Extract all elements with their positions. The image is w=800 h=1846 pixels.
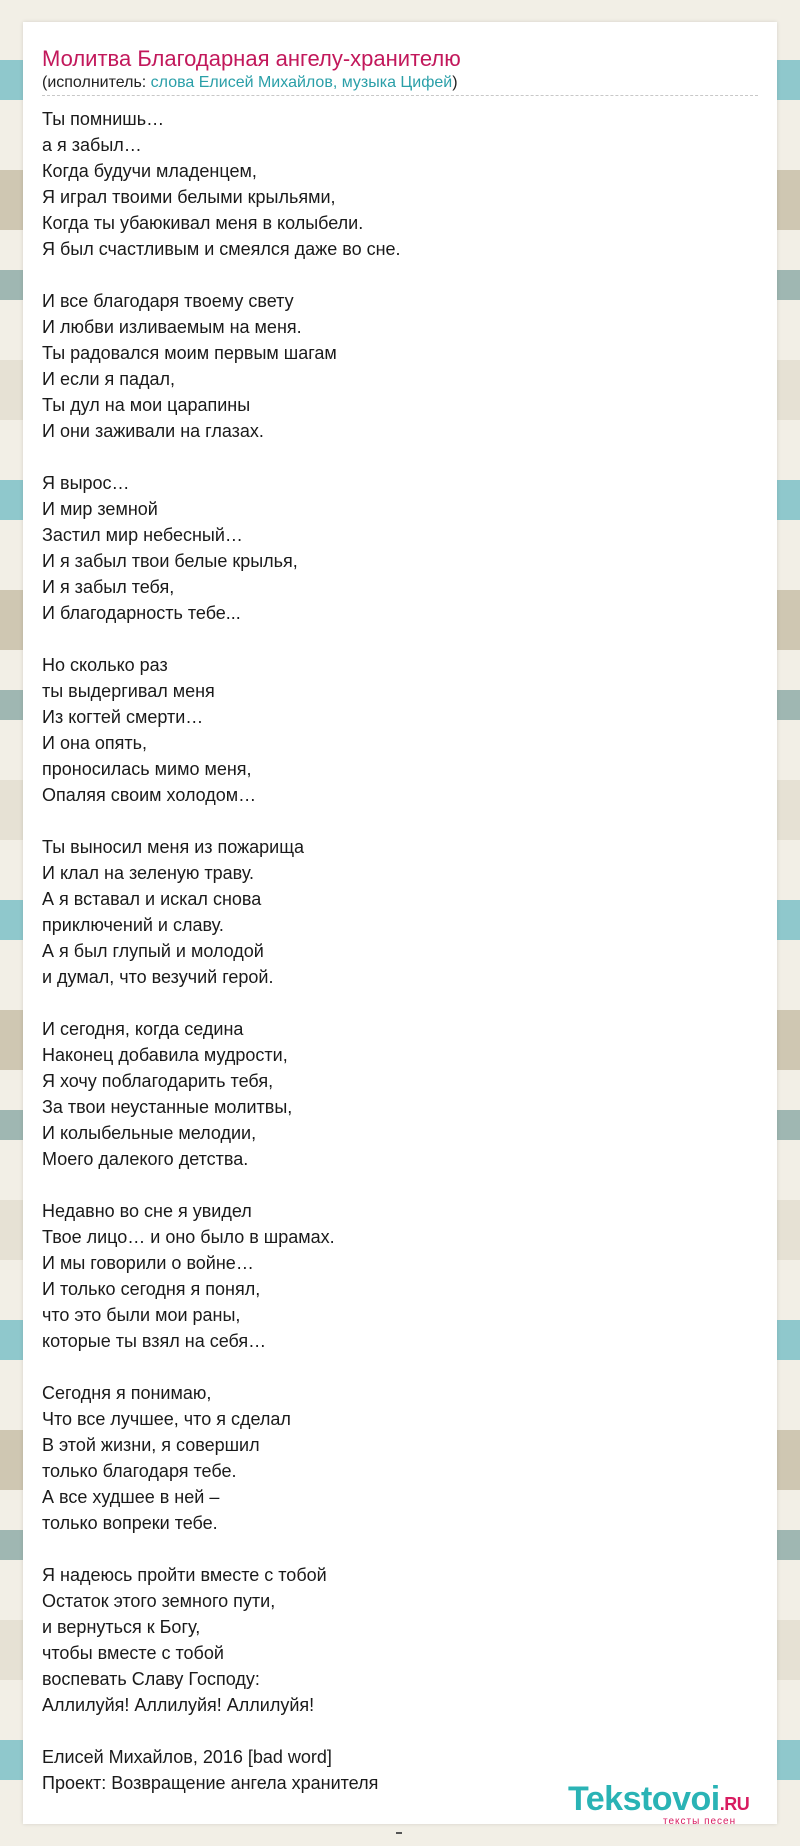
stanza-gap — [42, 990, 758, 1016]
stanza-gap — [42, 626, 758, 652]
lyric-line: И все благодаря твоему свету — [42, 291, 294, 311]
stanza-gap — [42, 262, 758, 288]
lyric-line: чтобы вместе с тобой — [42, 1643, 224, 1663]
stanza-gap — [42, 1536, 758, 1562]
lyric-line: Моего далекого детства. — [42, 1149, 249, 1169]
lyric-line: которые ты взял на себя… — [42, 1331, 267, 1351]
lyric-line: Я вырос… — [42, 473, 130, 493]
lyric-line: Ты радовался моим первым шагам — [42, 343, 337, 363]
lyric-line: что это были мои раны, — [42, 1305, 241, 1325]
lyrics-body — [42, 106, 758, 1796]
lyric-line: Наконец добавила мудрости, — [42, 1045, 288, 1065]
stanza-gap — [42, 1354, 758, 1380]
lyric-line: Я хочу поблагодарить тебя, — [42, 1071, 274, 1091]
lyric-line: И она опять, — [42, 733, 148, 753]
lyric-line: Я надеюсь пройти вместе с тобой — [42, 1565, 327, 1585]
performer-prefix: (исполнитель: — [42, 74, 151, 91]
lyric-line: И благодарность тебе... — [42, 603, 241, 623]
lyric-line: а я забыл… — [42, 135, 142, 155]
lyric-line: И сегодня, когда седина — [42, 1019, 244, 1039]
lyric-line: За твои неустанные молитвы, — [42, 1097, 293, 1117]
lyric-line: только вопреки тебе. — [42, 1513, 218, 1533]
lyric-line: Ты помнишь… — [42, 109, 165, 129]
lyric-line: И если я падал, — [42, 369, 176, 389]
lyric-line: Сегодня я понимаю, — [42, 1383, 212, 1403]
lyric-line: и вернуться к Богу, — [42, 1617, 201, 1637]
logo-tld: .RU — [719, 1794, 750, 1814]
lyric-line: Из когтей смерти… — [42, 707, 204, 727]
lyric-line: Что все лучшее, что я сделал — [42, 1409, 291, 1429]
lyric-line: А я был глупый и молодой — [42, 941, 264, 961]
lyric-line: проносилась мимо меня, — [42, 759, 252, 779]
lyric-line: Ты дул на мои царапины — [42, 395, 251, 415]
lyric-line: И колыбельные мелодии, — [42, 1123, 257, 1143]
lyric-line: И любви изливаемым на меня. — [42, 317, 302, 337]
lyric-line: ты выдергивал меня — [42, 681, 215, 701]
lyric-line: И они заживали на глазах. — [42, 421, 264, 441]
lyric-line: Застил мир небесный… — [42, 525, 243, 545]
lyric-line: Но сколько раз — [42, 655, 168, 675]
stanza-gap — [42, 1718, 758, 1744]
lyric-line: А все худшее в ней – — [42, 1487, 220, 1507]
lyric-line: только благодаря тебе. — [42, 1461, 237, 1481]
logo-main-text: Tekstovoi — [568, 1780, 720, 1818]
bottom-marker — [396, 1832, 402, 1834]
lyric-line: и думал, что везучий герой. — [42, 967, 274, 987]
page-title: Молитва Благодарная ангелу-хранителю — [42, 46, 461, 71]
title-divider — [42, 95, 758, 96]
lyric-line: Остаток этого земного пути, — [42, 1591, 276, 1611]
lyric-line: Когда ты убаюкивал меня в колыбели. — [42, 213, 364, 233]
lyric-line: И мы говорили о войне… — [42, 1253, 254, 1273]
lyric-line: А я вставал и искал снова — [42, 889, 262, 909]
site-logo[interactable] — [568, 1782, 778, 1826]
lyric-line: приключений и славу. — [42, 915, 224, 935]
lyric-line: Опаляя своим холодом… — [42, 785, 257, 805]
stanza-gap — [42, 444, 758, 470]
lyric-line: В этой жизни, я совершил — [42, 1435, 260, 1455]
performer-link[interactable]: слова Елисей Михайлов, музыка Цифей — [150, 74, 453, 91]
lyric-line: Аллилуйя! Аллилуйя! Аллилуйя! — [42, 1695, 315, 1715]
lyric-line: Я играл твоими белыми крыльями, — [42, 187, 336, 207]
stanza-gap — [42, 808, 758, 834]
lyric-line: воспевать Славу Господу: — [42, 1669, 260, 1689]
logo-tagline: тексты песен — [663, 1816, 737, 1827]
lyric-line: Ты выносил меня из пожарища — [42, 837, 305, 857]
lyric-line: И мир земной — [42, 499, 158, 519]
lyric-line: И я забыл тебя, — [42, 577, 175, 597]
lyric-line: Я был счастливым и смеялся даже во сне. — [42, 239, 401, 259]
lyric-line: Проект: Возвращение ангела хранителя — [42, 1773, 379, 1793]
lyric-line: Твое лицо… и оно было в шрамах. — [42, 1227, 335, 1247]
lyric-line: Когда будучи младенцем, — [42, 161, 257, 181]
lyric-line: Недавно во сне я увидел — [42, 1201, 252, 1221]
lyrics-card — [23, 22, 777, 1827]
lyric-line: Елисей Михайлов, 2016 [bad word] — [42, 1747, 332, 1767]
lyric-line: И только сегодня я понял, — [42, 1279, 261, 1299]
performer-suffix: ) — [452, 74, 458, 91]
stanza-gap — [42, 1172, 758, 1198]
performer-line — [42, 74, 458, 92]
lyric-line: И клал на зеленую траву. — [42, 863, 255, 883]
lyric-line: И я забыл твои белые крылья, — [42, 551, 298, 571]
